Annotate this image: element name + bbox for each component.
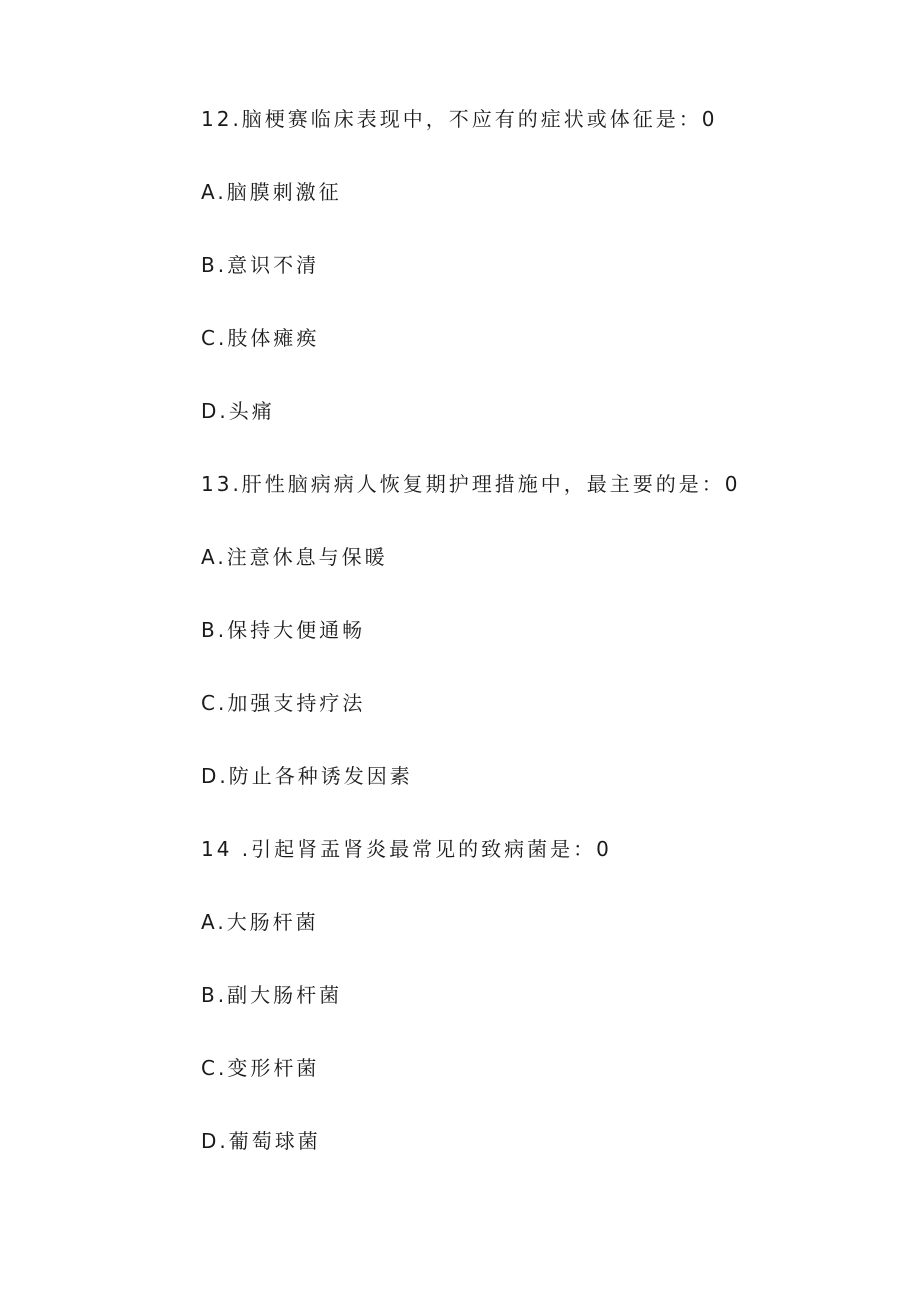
question-14-option-d: D.葡萄球菌 bbox=[201, 1129, 321, 1153]
question-13-option-b: B.保持大便通畅 bbox=[201, 618, 366, 642]
question-14-stem: 14 .引起肾盂肾炎最常见的致病菌是：0 bbox=[201, 837, 612, 861]
question-12-option-c: C.肢体瘫痪 bbox=[201, 326, 320, 350]
question-13-stem: 13.肝性脑病病人恢复期护理措施中，最主要的是：0 bbox=[201, 472, 741, 496]
question-12-stem: 12.脑梗赛临床表现中，不应有的症状或体征是：0 bbox=[201, 107, 718, 131]
question-12-option-b: B.意识不清 bbox=[201, 253, 320, 277]
question-13-option-d: D.防止各种诱发因素 bbox=[201, 764, 413, 788]
question-14-option-c: C.变形杆菌 bbox=[201, 1056, 320, 1080]
question-14-option-a: A.大肠杆菌 bbox=[201, 910, 319, 934]
question-13-option-a: A.注意休息与保暖 bbox=[201, 545, 388, 569]
question-14-option-b: B.副大肠杆菌 bbox=[201, 983, 343, 1007]
question-13-option-c: C.加强支持疗法 bbox=[201, 691, 366, 715]
question-12-option-d: D.头痛 bbox=[201, 399, 275, 423]
question-12-option-a: A.脑膜刺激征 bbox=[201, 180, 342, 204]
